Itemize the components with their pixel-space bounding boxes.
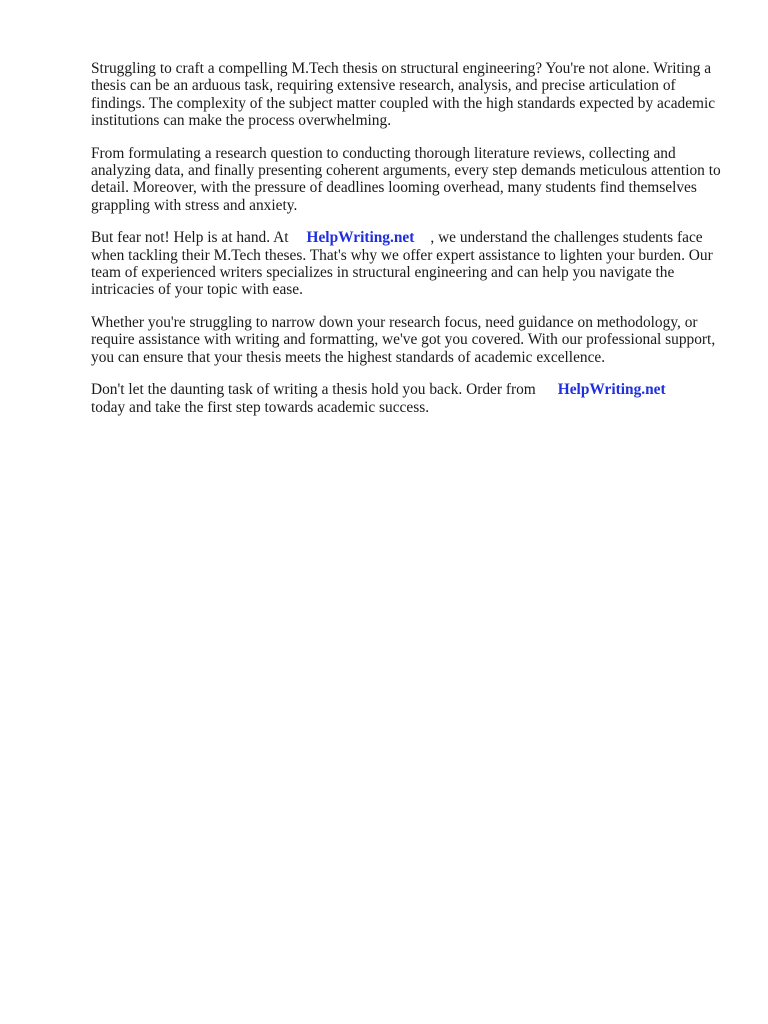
document-body [91, 60, 727, 431]
paragraph-support: Whether you're struggling to narrow down your research focus, need guidance on methodology, or require assistance with writing and formatting, we've got you covered. With our professional support, you can ensure that your thesis meets the highest standards of academic excellence. [91, 313, 716, 366]
helpwriting-link[interactable]: HelpWriting.net [306, 229, 415, 247]
paragraph-cta-before: Don't let the daunting task of writing a thesis hold you back. Order from [91, 381, 536, 399]
helpwriting-order-link[interactable]: HelpWriting.net [557, 381, 666, 399]
paragraph-process: From formulating a research question to conducting thorough literature reviews, collecting and analyzing data, and finally presenting coherent arguments, every step demands meticulous attention to detail. Moreover, with the pressure of deadlines looming overhead, many students find themselves grappling with stress and anxiety. [91, 144, 721, 214]
paragraph-help [91, 229, 727, 299]
paragraph-cta-after: today and take the first step towards academic success. [91, 398, 430, 416]
paragraph-help-before: But fear not! Help is at hand. At [91, 229, 289, 247]
paragraph-help-after: , we understand the challenges students face when tackling their M.Tech theses. That's why we offer expert assistance to lighten your burden. Our team of experienced writers specializes in structural engineering and can help you navigate the intricacies of your topic with ease. [91, 229, 713, 299]
paragraph-cta [91, 381, 727, 416]
paragraph-intro: Struggling to craft a compelling M.Tech thesis on structural engineering? You're not alone. Writing a thesis can be an arduous task, requiring extensive research, analysis, and precise articulation of findings. The complexity of the subject matter coupled with the high standards expected by academic institutions can make the process overwhelming. [91, 60, 716, 130]
